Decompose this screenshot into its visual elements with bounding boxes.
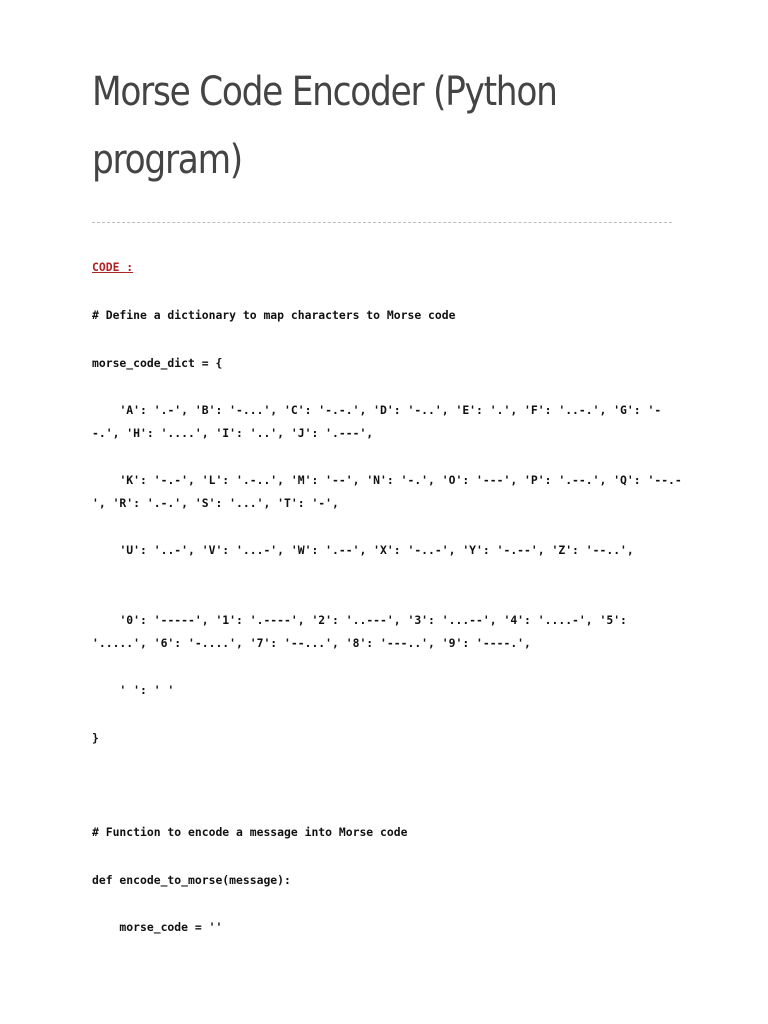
code-comment-dict: # Define a dictionary to map characters to Morse code — [92, 308, 456, 322]
code-row-0-9: '0': '-----', '1': '.----', '2': '..---', '3': '...--', '4': '....-', '5': '.....', '6': '-....', '7': '--...', '8': '---..', '9': '----.', — [92, 613, 634, 650]
code-row-u-z: 'U': '..-', 'V': '...-', 'W': '.--', 'X': '-..-', 'Y': '-.--', 'Z': '--..', — [92, 543, 634, 557]
code-dict-open: morse_code_dict = { — [92, 356, 223, 370]
code-init-line: morse_code = '' — [92, 920, 223, 934]
code-comment-func: # Function to encode a message into Morse code — [92, 825, 408, 839]
code-label-colon: : — [126, 260, 134, 274]
code-row-space: ' ': ' ' — [92, 683, 175, 697]
code-dict-close: } — [92, 731, 99, 745]
code-row-k-t: 'K': '-.-', 'L': '.-..', 'M': '--', 'N': '-.', 'O': '---', 'P': '.--.', 'Q': '--.-', 'R': '.-.', 'S': '...', 'T': '-', — [92, 473, 682, 510]
code-label-text[interactable]: CODE — [92, 260, 127, 274]
code-def-line: def encode_to_morse(message): — [92, 873, 291, 887]
code-label[interactable] — [92, 256, 133, 279]
code-row-a-j: 'A': '.-', 'B': '-...', 'C': '-.-.', 'D': '-..', 'E': '.', 'F': '..-.', 'G': '--.', 'H': '....', 'I': '..', 'J': '.---', — [92, 403, 662, 440]
divider — [92, 222, 672, 223]
page-title: Morse Code Encoder (Python program) — [92, 69, 557, 183]
